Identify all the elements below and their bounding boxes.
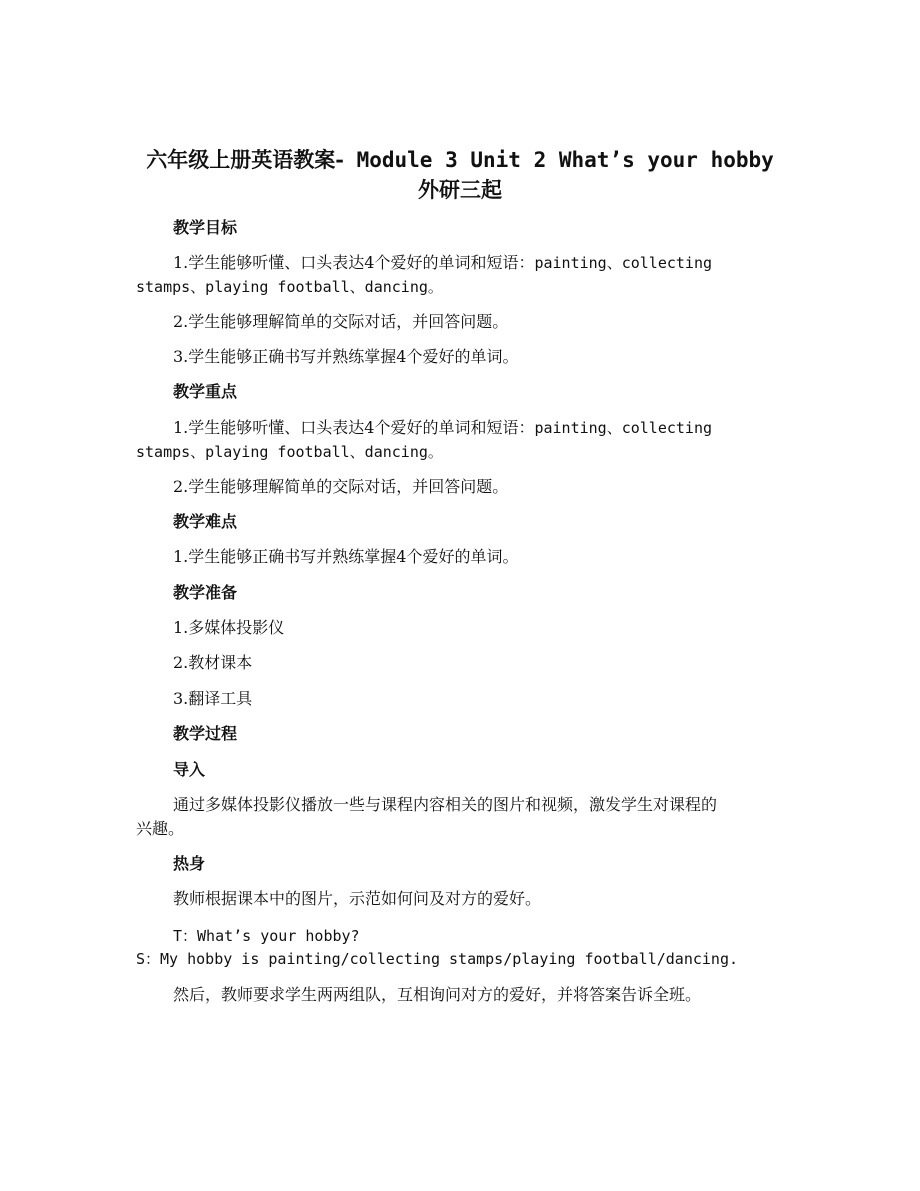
objectives-item-2: 2.学生能够理解简单的交际对话，并回答问题。 xyxy=(173,312,509,331)
dialog-teacher-line: T：What’s your hobby? xyxy=(173,927,360,945)
key-points-item-1-cont: stamps、playing football、dancing。 xyxy=(136,443,443,461)
title-english-part: Module 3 Unit 2 What’s your hobby xyxy=(343,148,774,172)
preparation-heading: 教学准备 xyxy=(173,583,238,602)
preparation-item-2: 2.教材课本 xyxy=(173,653,253,672)
warmup-paragraph: 教师根据课本中的图片，示范如何问及对方的爱好。 xyxy=(173,889,542,908)
objectives-item-1: 1.学生能够听懂、口头表达4个爱好的单词和短语：painting、collecting stamps、playing football、dancing。 xyxy=(136,251,786,299)
objectives-item-3: 3.学生能够正确书写并熟练掌握4个爱好的单词。 xyxy=(173,347,519,366)
document-title-line2: 外研三起 xyxy=(418,177,502,202)
key-points-heading: 教学重点 xyxy=(173,382,238,401)
warmup-heading: 热身 xyxy=(173,854,206,873)
preparation-item-3: 3.翻译工具 xyxy=(173,689,253,708)
key-points-item-1: 1.学生能够听懂、口头表达4个爱好的单词和短语：painting、collecting stamps、playing football、dancing。 xyxy=(136,416,786,464)
intro-paragraph-cont: 兴趣。 xyxy=(136,819,185,838)
difficulties-item-1: 1.学生能够正确书写并熟练掌握4个爱好的单词。 xyxy=(173,547,519,566)
process-heading: 教学过程 xyxy=(173,724,238,743)
closing-paragraph: 然后，教师要求学生两两组队，互相询问对方的爱好，并将答案告诉全班。 xyxy=(173,985,702,1004)
dialog-student-line: S：My hobby is painting/collecting stamps/playing football/dancing. xyxy=(136,950,738,968)
objectives-item-1-cont: stamps、playing football、dancing。 xyxy=(136,278,443,296)
preparation-item-1: 1.多媒体投影仪 xyxy=(173,618,285,637)
intro-heading: 导入 xyxy=(173,760,206,779)
document-title-line1 xyxy=(100,146,820,174)
title-chinese-part: 六年级上册英语教案- xyxy=(146,147,344,172)
difficulties-heading: 教学难点 xyxy=(173,512,238,531)
intro-paragraph: 通过多媒体投影仪播放一些与课程内容相关的图片和视频，激发学生对课程的 兴趣。 xyxy=(136,793,786,841)
key-points-item-2: 2.学生能够理解简单的交际对话，并回答问题。 xyxy=(173,477,509,496)
objectives-heading: 教学目标 xyxy=(173,218,238,237)
